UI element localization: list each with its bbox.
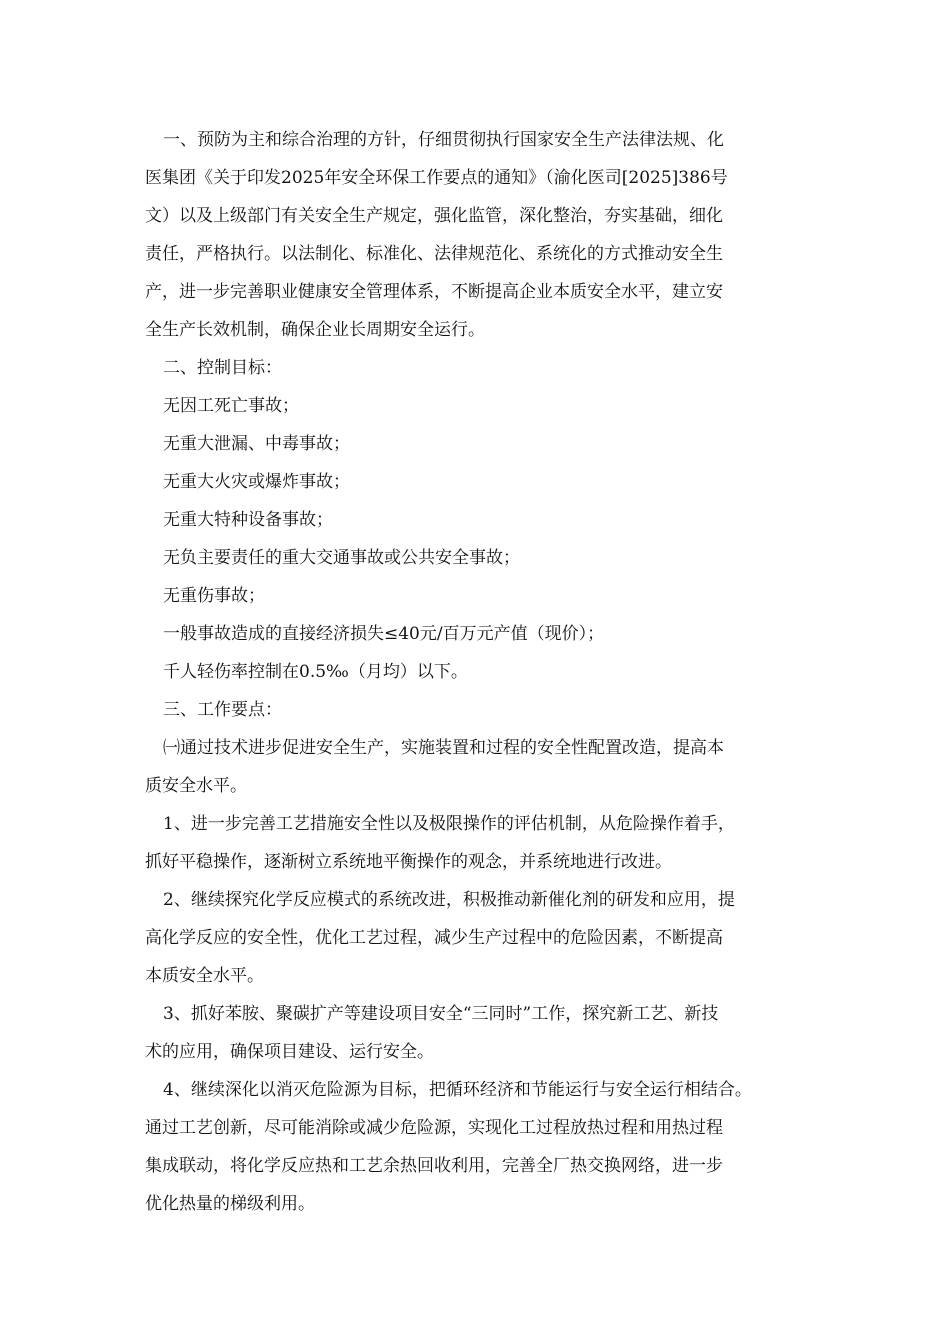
target-item: 无因工死亡事故； [163, 396, 299, 416]
target-item: 无重大特种设备事故； [163, 510, 333, 530]
text-line: 2、继续探究化学反应模式的系统改进，积极推动新催化剂的研发和应用，提 [163, 890, 735, 910]
target-item: 无重大火灾或爆炸事故； [163, 472, 350, 492]
target-item: 无重大泄漏、中毒事故； [163, 434, 350, 454]
subsection-tech-progress [145, 729, 835, 805]
text-line: 产，进一步完善职业健康安全管理体系，不断提高企业本质安全水平，建立安 [145, 282, 723, 302]
text-line: 4、继续深化以消灭危险源为目标，把循环经济和节能运行与安全运行相结合。 [163, 1080, 752, 1100]
target-item: 一般事故造成的直接经济损失≤40元/百万元产值（现价）； [163, 624, 605, 644]
text-line: 本质安全水平。 [145, 966, 264, 986]
text-line: 优化热量的梯级利用。 [145, 1194, 315, 1214]
text-line: 术的应用，确保项目建设、运行安全。 [145, 1042, 434, 1062]
work-point-1 [145, 805, 835, 881]
target-item: 无负主要责任的重大交通事故或公共安全事故； [163, 548, 520, 568]
text-line: 集成联动，将化学反应热和工艺余热回收利用，完善全厂热交换网络，进一步 [145, 1156, 723, 1176]
text-line: 质安全水平。 [145, 776, 247, 796]
text-line: ㈠通过技术进步促进安全生产，实施装置和过程的安全性配置改造，提高本 [163, 738, 724, 758]
target-item: 无重伤事故； [163, 586, 265, 606]
section-work-points [145, 691, 835, 1223]
work-point-2 [145, 881, 835, 995]
text-line: 责任，严格执行。以法制化、标准化、法律规范化、系统化的方式推动安全生 [145, 244, 723, 264]
text-line: 抓好平稳操作，逐渐树立系统地平衡操作的观念，并系统地进行改进。 [145, 852, 672, 872]
section-control-targets [145, 349, 835, 691]
document-body [145, 121, 835, 1223]
intro-paragraph [145, 121, 835, 349]
text-line: 医集团《关于印发2025年安全环保工作要点的通知》（渝化医司[2025]386号 [145, 168, 728, 188]
text-line: 全生产长效机制，确保企业长周期安全运行。 [145, 320, 485, 340]
work-point-3 [145, 995, 835, 1071]
section-heading: 三、工作要点： [163, 700, 282, 720]
text-line: 高化学反应的安全性，优化工艺过程，减少生产过程中的危险因素，不断提高 [145, 928, 723, 948]
section-heading: 二、控制目标： [163, 358, 282, 378]
text-line: 3、抓好苯胺、聚碳扩产等建设项目安全“三同时”工作，探究新工艺、新技 [163, 1004, 719, 1024]
text-line: 文）以及上级部门有关安全生产规定，强化监管，深化整治，夯实基础，细化 [145, 206, 723, 226]
target-item: 千人轻伤率控制在0.5‰（月均）以下。 [163, 662, 468, 682]
work-point-4 [145, 1071, 835, 1223]
text-line: 通过工艺创新，尽可能消除或减少危险源，实现化工过程放热过程和用热过程 [145, 1118, 723, 1138]
text-line: 一、预防为主和综合治理的方针，仔细贯彻执行国家安全生产法律法规、化 [163, 130, 724, 150]
text-line: 1、进一步完善工艺措施安全性以及极限操作的评估机制，从危险操作着手， [163, 814, 735, 834]
